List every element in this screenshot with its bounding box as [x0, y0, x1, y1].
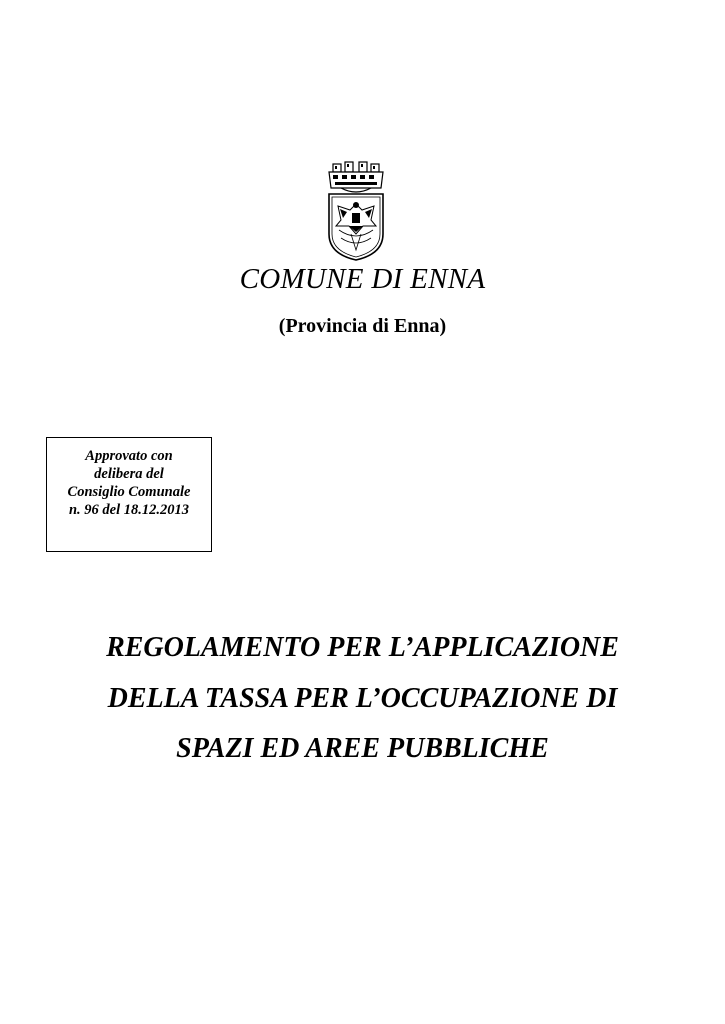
regulation-title-line: DELLA TASSA PER L’OCCUPAZIONE DI [107, 683, 618, 714]
regulation-title-line: SPAZI ED AREE PUBBLICHE [176, 733, 549, 764]
coat-of-arms-icon [323, 160, 389, 262]
approval-box [46, 437, 212, 552]
municipality-name: COMUNE DI ENNA [239, 263, 486, 295]
regulation-title-line: REGOLAMENTO PER L’APPLICAZIONE [106, 632, 619, 663]
approval-line: delibera del [94, 466, 164, 482]
province-name: (Provincia di Enna) [278, 315, 447, 337]
approval-line: Approvato con [85, 448, 173, 464]
approval-line: Consiglio Comunale [67, 484, 191, 500]
approval-line: n. 96 del 18.12.2013 [68, 502, 190, 518]
